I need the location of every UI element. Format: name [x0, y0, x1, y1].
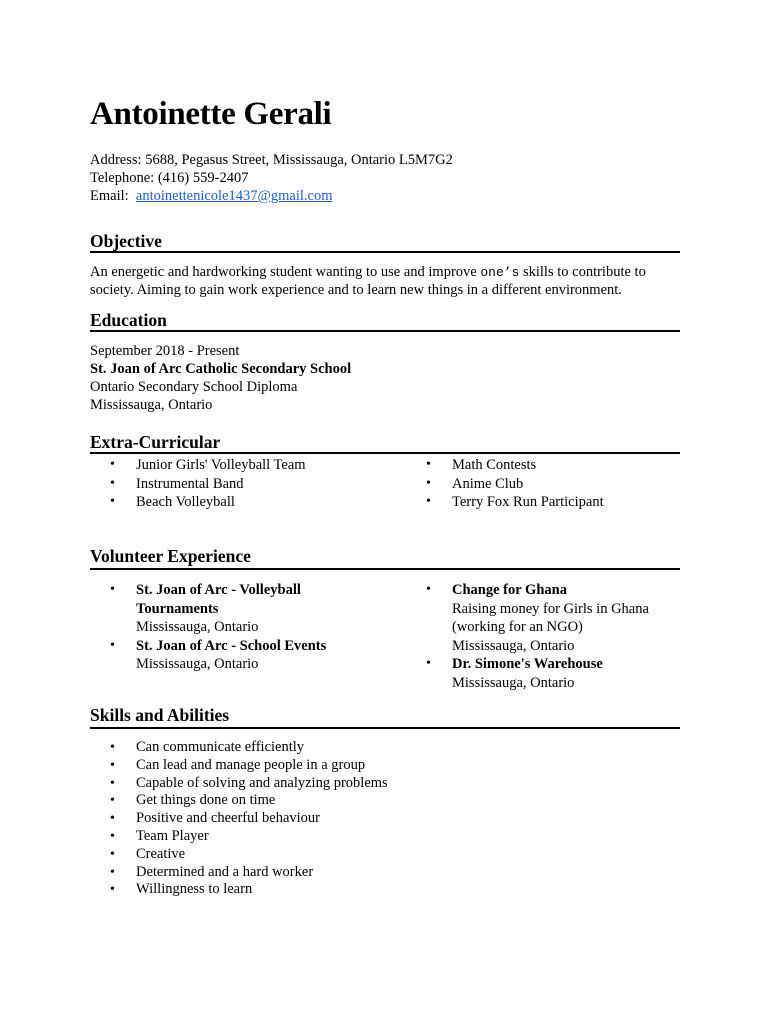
extracurricular-divider [90, 452, 680, 454]
education-diploma: Ontario Secondary School Diploma [90, 379, 298, 395]
list-item: • Get things done on time [110, 792, 388, 810]
address-label: Address: [90, 152, 142, 168]
list-item [426, 655, 686, 692]
telephone-value: (416) 559-2407 [157, 170, 249, 186]
extracurricular-heading: Extra-Curricular [90, 432, 221, 452]
volunteer-right-list [426, 581, 686, 692]
volunteer-divider [90, 568, 680, 570]
education-dates: September 2018 - Present [90, 343, 240, 359]
list-item: • Positive and cheerful behaviour [110, 810, 388, 828]
volunteer-title: • Change for Ghana [452, 582, 567, 598]
volunteer-location: Mississauga, Ontario [136, 656, 259, 672]
email-link[interactable]: antoinettenicole1437@gmail.com [135, 188, 333, 204]
email-label: Email: [90, 188, 129, 204]
list-item: • Creative [110, 846, 388, 864]
address-value: 5688, Pegasus Street, Mississauga, Ontario L5M7G2 [145, 152, 453, 168]
objective-text-part1: An energetic and hardworking student wanting to use and improve [90, 264, 481, 280]
objective-divider [90, 251, 680, 253]
extracurricular-left-list [110, 456, 306, 512]
list-item [110, 637, 410, 674]
volunteer-location: Mississauga, Ontario [452, 674, 575, 691]
volunteer-title: • Dr. Simone's Warehouse [452, 656, 603, 672]
volunteer-left-list [110, 581, 410, 674]
list-item [110, 581, 410, 637]
extracurricular-right-list [426, 456, 604, 512]
telephone-label: Telephone: [90, 170, 155, 186]
list-item: • Junior Girls' Volleyball Team [110, 456, 306, 475]
list-item: • Terry Fox Run Participant [426, 493, 604, 512]
list-item [426, 581, 686, 655]
volunteer-title: • St. Joan of Arc - School Events [136, 637, 327, 654]
list-item: • Beach Volleyball [110, 493, 306, 512]
education-heading: Education [90, 310, 167, 330]
volunteer-title: • St. Joan of Arc - Volleyball [136, 582, 301, 598]
list-item: • Instrumental Band [110, 475, 306, 494]
volunteer-heading: Volunteer Experience [90, 546, 251, 566]
list-item: • Capable of solving and analyzing problems [110, 775, 388, 793]
list-item: • Team Player [110, 828, 388, 846]
skills-list [110, 739, 388, 899]
list-item: • Can lead and manage people in a group [110, 757, 388, 775]
skills-divider [90, 727, 680, 729]
objective-text-mono: one’s [480, 265, 520, 280]
volunteer-desc-cont: (working for an NGO) [452, 619, 583, 635]
address-line [90, 151, 453, 169]
objective-text [90, 263, 690, 282]
list-item: • Willingness to learn [110, 881, 388, 899]
volunteer-desc: Raising money for Girls in Ghana [452, 600, 649, 617]
volunteer-location: Mississauga, Ontario [452, 637, 575, 654]
objective-heading: Objective [90, 231, 162, 251]
education-location: Mississauga, Ontario [90, 397, 213, 413]
skills-heading: Skills and Abilities [90, 705, 230, 725]
volunteer-location: Mississauga, Ontario [136, 619, 259, 635]
objective-text-part2: skills to contribute to [519, 264, 646, 280]
list-item: • Anime Club [426, 475, 604, 494]
list-item: • Determined and a hard worker [110, 864, 388, 882]
education-divider [90, 330, 680, 332]
volunteer-title-cont: Tournaments [136, 600, 219, 617]
education-school: St. Joan of Arc Catholic Secondary School [90, 361, 352, 377]
telephone-line [90, 169, 248, 187]
list-item: • Can communicate efficiently [110, 739, 388, 757]
list-item: • Math Contests [426, 456, 604, 475]
email-line [90, 187, 333, 205]
objective-text-line2: society. Aiming to gain work experience and to learn new things in a different environment. [90, 282, 622, 298]
resume-name: Antoinette Gerali [90, 96, 332, 132]
